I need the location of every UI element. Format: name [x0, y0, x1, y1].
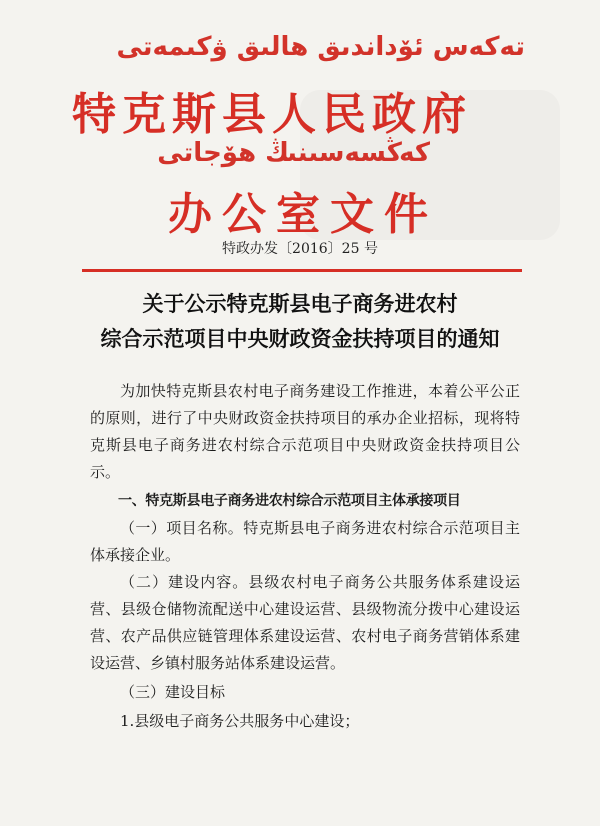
item3-sub1: 1.县级电子商务公共服务中心建设；: [120, 712, 360, 730]
uyghur-title-line2: كەڭسەسىنىڭ ھۆجاتى: [157, 138, 430, 168]
item1-paragraph: （一）项目名称。特克斯县电子商务进农村综合示范项目主体承接企业。: [90, 519, 520, 564]
item2-paragraph: （二）建设内容。县级农村电子商务公共服务体系建设运营、县级仓储物流配送中心建设运营、县级物流分拨中心建设运营、农产品供应链管理体系建设运营、农村电子商务营销体系建设运营、乡镇村服务站体系建设运营。: [90, 573, 520, 672]
document-body: [90, 378, 520, 735]
intro-paragraph: 为加快特克斯县农村电子商务建设工作推进，本着公平公正的原则，进行了中央财政资金扶持项目的承办企业招标，现将特克斯县电子商务进农村综合示范项目中央财政资金扶持项目公示。: [90, 382, 520, 481]
notice-title-line2: 综合示范项目中央财政资金扶持项目的通知: [100, 326, 500, 351]
issuer-title: 特克斯县人民政府: [72, 89, 472, 140]
notice-title-line1: 关于公示特克斯县电子商务进农村: [142, 291, 458, 316]
item3-heading: （三）建设目标: [120, 683, 226, 701]
section1-heading: 一、特克斯县电子商务进农村综合示范项目主体承接项目: [118, 493, 461, 509]
document-header: [0, 0, 600, 270]
document-number: 特政办发〔2016〕25 号: [222, 241, 378, 257]
uyghur-title-line1: تەكەس ئۆداندىق ھالىق ۋكىمەتى: [116, 32, 525, 62]
document-type-title: 办公室文件: [168, 189, 438, 240]
red-divider: [82, 269, 522, 272]
